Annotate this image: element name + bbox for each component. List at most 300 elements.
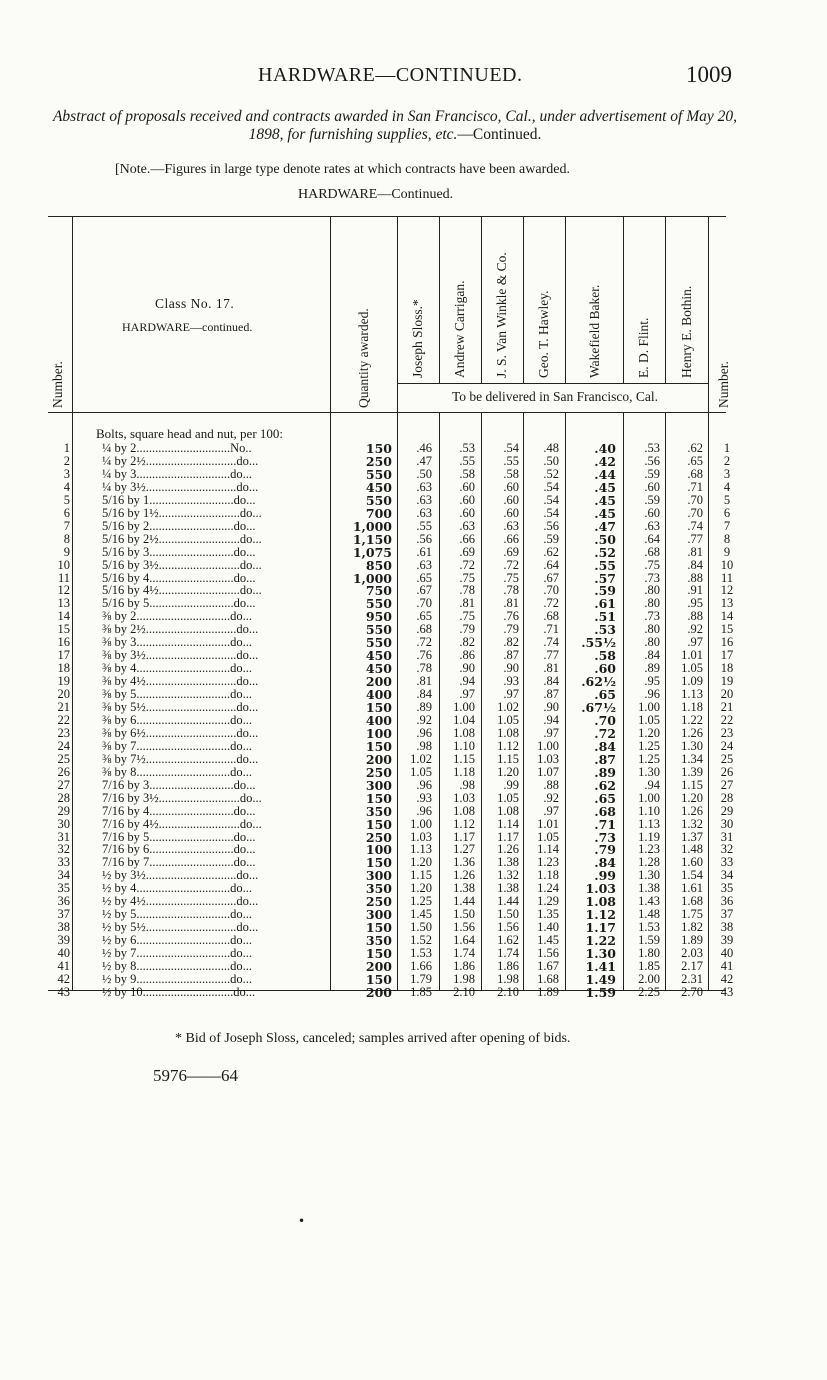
delivery-rule [398, 383, 708, 384]
row-number: 23 [57, 725, 70, 740]
row-price: 1.32 [681, 816, 703, 831]
row-description: ½ by 10.............................do... [102, 985, 256, 999]
row-price: .92 [543, 790, 559, 805]
row-price: 1.28 [638, 855, 660, 870]
row-number-right: 6 [723, 505, 731, 520]
row-price: .69 [503, 544, 519, 559]
row-price: 1.50 [497, 907, 519, 922]
row-number: 18 [57, 661, 70, 676]
row-price: .54 [543, 479, 559, 494]
row-price: .75 [459, 570, 475, 585]
row-price: .80 [644, 622, 660, 637]
row-number-right: 40 [720, 946, 734, 961]
row-price: .63 [644, 518, 660, 533]
row-price: .55 [459, 453, 475, 468]
row-price: 1.74 [497, 946, 519, 961]
row-price: 1.89 [537, 984, 559, 999]
row-price: 1.89 [681, 933, 703, 948]
row-price: 1.32 [497, 868, 519, 883]
row-price: 1.15 [681, 777, 703, 792]
row-number-right: 38 [720, 920, 734, 935]
abstract-heading [45, 108, 745, 144]
row-price: 1.12 [453, 816, 475, 831]
row-price: 1.00 [638, 700, 660, 714]
row-price: 1.13 [681, 687, 703, 702]
row-price: .56 [416, 531, 432, 546]
print-mark: 5976——64 [153, 1066, 238, 1085]
row-price: 1.80 [638, 946, 660, 961]
row-price: 1.34 [681, 751, 703, 766]
row-price: 1.38 [497, 881, 519, 896]
row-price: .71 [594, 816, 616, 832]
row-price: .84 [543, 674, 559, 689]
row-price: .70 [416, 596, 432, 611]
row-price: 1.45 [537, 933, 559, 948]
row-price: .95 [644, 674, 660, 689]
row-price: 1.20 [497, 764, 519, 779]
row-number: 41 [57, 959, 70, 973]
row-price: .84 [644, 648, 660, 663]
row-price: 1.59 [585, 984, 616, 1000]
bidder-header: Wakefield Baker. [587, 284, 602, 378]
row-price: .73 [644, 609, 660, 624]
row-price: .89 [416, 700, 432, 714]
row-price: 1.07 [537, 764, 559, 779]
row-price: 1.17 [453, 829, 475, 844]
row-number: 9 [63, 544, 70, 559]
row-quantity: 450 [365, 479, 392, 495]
row-price: .68 [416, 622, 432, 637]
row-price: .75 [644, 557, 660, 572]
row-quantity: 150 [365, 738, 392, 754]
row-price: .52 [543, 466, 559, 481]
header-bottom-rule [48, 412, 726, 413]
row-price: 1.05 [537, 829, 559, 844]
row-price: 1.05 [410, 764, 432, 779]
row-price: .94 [543, 712, 559, 727]
row-quantity: 400 [365, 712, 392, 728]
row-price: .72 [503, 557, 519, 572]
row-price: 1.10 [638, 803, 660, 818]
row-price: 1.00 [537, 738, 559, 753]
row-price: .47 [416, 453, 432, 468]
row-number: 19 [57, 674, 70, 689]
row-price: .60 [503, 505, 519, 520]
row-price: 1.14 [537, 842, 559, 857]
row-price: .82 [459, 635, 475, 650]
row-price: 1.18 [453, 764, 475, 779]
row-description: ½ by 9..............................do... [102, 972, 252, 986]
row-number: 12 [57, 583, 70, 598]
row-price: 1.48 [638, 907, 660, 922]
table-row [0, 507, 827, 520]
row-description: ⅜ by 2½.............................do... [102, 623, 259, 637]
row-price: .65 [416, 570, 432, 585]
row-description: 7/16 by 3½..........................do... [102, 791, 262, 805]
row-price: .55½ [581, 635, 616, 651]
row-price: .76 [416, 648, 432, 663]
row-number: 31 [57, 829, 70, 844]
row-number: 6 [63, 505, 70, 520]
row-price: .78 [416, 661, 432, 676]
row-quantity: 150 [365, 816, 392, 832]
row-price: 1.27 [453, 842, 475, 857]
row-quantity: 350 [365, 881, 392, 897]
row-price: 1.00 [638, 790, 660, 805]
row-price: .65 [416, 609, 432, 624]
row-number: 1 [63, 441, 70, 455]
row-price: 1.25 [638, 738, 660, 753]
row-description: 7/16 by 7...........................do... [102, 856, 256, 870]
row-price: .65 [594, 687, 616, 703]
row-price: .42 [594, 453, 616, 469]
row-quantity: 850 [365, 557, 392, 573]
row-price: .95 [687, 596, 703, 611]
row-price: 1.23 [638, 842, 660, 857]
row-number-right: 14 [720, 609, 734, 624]
row-number-right: 13 [720, 596, 734, 611]
bidder-header: E. D. Flint. [636, 317, 651, 378]
row-description: ¼ by 2..............................No.. [102, 442, 252, 455]
row-price: 1.74 [453, 946, 475, 961]
abstract-suffix: —Continued. [457, 126, 542, 143]
row-number: 38 [57, 920, 70, 935]
row-description: ⅜ by 2..............................do... [102, 610, 252, 624]
row-price: 1.23 [537, 855, 559, 870]
row-number-right: 19 [720, 674, 734, 689]
row-price: 2.00 [638, 971, 660, 986]
row-number: 42 [57, 971, 70, 986]
row-price: .98 [459, 777, 475, 792]
row-price: .53 [594, 622, 616, 638]
row-description: ½ by 6..............................do... [102, 934, 252, 948]
row-number: 28 [57, 790, 70, 805]
row-price: .44 [594, 466, 616, 482]
row-price: 1.20 [638, 725, 660, 740]
row-quantity: 200 [365, 959, 392, 974]
row-number-right: 1 [723, 441, 731, 455]
row-number: 29 [57, 803, 70, 818]
row-price: 1.05 [681, 661, 703, 676]
row-number: 39 [57, 933, 70, 948]
row-price: .94 [644, 777, 660, 792]
row-quantity: 300 [365, 907, 392, 923]
row-quantity: 200 [365, 751, 392, 767]
row-price: 1.56 [497, 920, 519, 935]
row-price: 1.64 [453, 933, 475, 948]
col-rule [565, 216, 566, 383]
row-number: 33 [57, 855, 70, 870]
row-price: .47 [594, 518, 616, 534]
row-quantity: 550 [365, 492, 392, 508]
row-price: 1.01 [681, 648, 703, 663]
row-quantity: 450 [365, 648, 392, 664]
row-price: .63 [459, 518, 475, 533]
row-price: 1.45 [410, 907, 432, 922]
table-row [0, 520, 827, 533]
row-number-right: 8 [723, 531, 731, 546]
row-price: .74 [543, 635, 559, 650]
row-description: ¼ by 2½.............................do... [102, 454, 259, 468]
stray-mark: • [298, 1214, 306, 1228]
row-price: .60 [644, 479, 660, 494]
row-price: .96 [416, 725, 432, 740]
row-price: 1.04 [453, 712, 475, 727]
row-price: .62½ [581, 674, 616, 690]
note: [Note.—Figures in large type denote rates at which contracts have been awarded. [115, 162, 570, 177]
row-description: ⅜ by 4..............................do... [102, 662, 252, 676]
row-price: .84 [687, 557, 703, 572]
row-price: .70 [687, 492, 703, 507]
row-price: .54 [503, 441, 519, 455]
row-price: 2.10 [497, 984, 519, 999]
row-price: 1.18 [537, 868, 559, 883]
row-price: 1.38 [638, 881, 660, 896]
row-price: .59 [543, 531, 559, 546]
table-row [0, 481, 827, 494]
row-price: 1.67 [537, 959, 559, 973]
row-number: 40 [57, 946, 70, 961]
row-price: .53 [644, 441, 660, 455]
row-number-right: 21 [720, 700, 734, 714]
row-price: .45 [594, 492, 616, 508]
row-description: ½ by 5½.............................do... [102, 921, 259, 935]
row-price: .88 [687, 609, 703, 624]
row-description: ⅜ by 7½.............................do... [102, 752, 259, 766]
row-price: .75 [459, 609, 475, 624]
row-number: 4 [63, 479, 70, 494]
row-quantity: 150 [365, 700, 392, 715]
row-price: 1.20 [681, 790, 703, 805]
row-price: .68 [594, 803, 616, 819]
row-price: .81 [687, 544, 703, 559]
row-price: .84 [594, 738, 616, 754]
row-price: 1.82 [681, 920, 703, 935]
row-price: 1.86 [453, 959, 475, 973]
row-quantity: 300 [365, 868, 392, 884]
row-price: .48 [543, 441, 559, 455]
row-price: 1.03 [537, 751, 559, 766]
row-price: 1.43 [638, 894, 660, 909]
row-description: ¼ by 3..............................do... [102, 467, 252, 481]
row-number: 26 [57, 764, 70, 779]
row-price: .58 [594, 648, 616, 664]
table-row [0, 714, 827, 727]
class-subtitle: HARDWARE—continued. [122, 320, 253, 334]
row-price: .97 [459, 687, 475, 702]
row-price: .69 [459, 544, 475, 559]
row-quantity: 150 [365, 441, 392, 456]
row-price: .72 [594, 725, 616, 741]
row-price: .65 [594, 790, 616, 806]
row-number-right: 7 [723, 518, 731, 533]
row-price: 1.00 [453, 700, 475, 714]
row-price: 1.68 [681, 894, 703, 909]
row-price: .92 [687, 622, 703, 637]
row-number: 5 [63, 492, 70, 507]
row-price: 1.53 [410, 946, 432, 961]
item-heading: Bolts, square head and nut, per 100: [96, 426, 284, 441]
row-price: 1.08 [585, 894, 616, 910]
row-price: .80 [644, 596, 660, 611]
row-price: .61 [416, 544, 432, 559]
row-price: .81 [416, 674, 432, 689]
row-description: ½ by 8..............................do... [102, 960, 252, 973]
row-price: .81 [543, 661, 559, 676]
row-price: .97 [543, 803, 559, 818]
row-price: .60 [503, 492, 519, 507]
section-heading: HARDWARE—Continued. [298, 187, 454, 202]
row-quantity: 950 [365, 609, 392, 625]
row-description: ⅜ by 7..............................do... [102, 739, 252, 753]
row-price: 1.02 [410, 751, 432, 766]
row-number: 17 [57, 648, 70, 663]
delivery-note: To be delivered in San Francisco, Cal. [451, 389, 658, 404]
row-number-right: 39 [720, 933, 734, 948]
row-price: 1.03 [453, 790, 475, 805]
row-price: .96 [416, 777, 432, 792]
number-col-header-left: Number. [50, 361, 65, 408]
row-quantity: 200 [365, 674, 392, 690]
row-number: 3 [63, 466, 70, 481]
row-number: 14 [57, 609, 70, 624]
row-quantity: 100 [365, 725, 392, 741]
row-price: .89 [594, 764, 616, 780]
row-price: 1.26 [681, 725, 703, 740]
table-row [0, 727, 827, 740]
row-price: .79 [503, 622, 519, 637]
row-price: 1.12 [585, 907, 616, 923]
page-number: 1009 [686, 62, 732, 87]
row-number-right: 41 [720, 959, 734, 973]
row-price: .76 [503, 609, 519, 624]
row-price: .78 [459, 583, 475, 598]
row-price: .99 [503, 777, 519, 792]
row-quantity: 250 [365, 764, 392, 780]
row-price: .56 [543, 518, 559, 533]
row-price: 1.48 [681, 842, 703, 857]
row-quantity: 1,075 [352, 544, 392, 560]
row-price: .56 [644, 453, 660, 468]
row-price: .90 [459, 661, 475, 676]
row-description: 5/16 by 5...........................do... [102, 597, 256, 611]
row-number-right: 17 [720, 648, 734, 663]
row-price: .67 [543, 570, 559, 585]
row-price: 1.37 [681, 829, 703, 844]
row-price: .70 [594, 712, 616, 728]
row-number: 36 [57, 894, 70, 909]
row-quantity: 550 [365, 596, 392, 612]
row-number: 8 [63, 531, 70, 546]
row-quantity: 150 [365, 920, 392, 936]
row-price: .62 [594, 777, 616, 793]
row-description: ½ by 4..............................do... [102, 882, 252, 896]
row-number-right: 15 [720, 622, 734, 637]
row-price: .73 [644, 570, 660, 585]
row-price: .72 [543, 596, 559, 611]
row-quantity: 550 [365, 622, 392, 638]
bidder-header: Geo. T. Hawley. [536, 290, 551, 378]
row-price: .59 [644, 492, 660, 507]
row-number: 43 [57, 984, 70, 999]
row-number-right: 18 [720, 661, 734, 676]
row-description: 7/16 by 4...........................do... [102, 804, 256, 818]
row-price: 2.17 [681, 959, 703, 973]
row-price: .45 [594, 505, 616, 521]
table-row [0, 546, 827, 559]
row-description: 5/16 by 3...........................do... [102, 545, 256, 559]
table-row [0, 559, 827, 572]
row-price: .93 [416, 790, 432, 805]
row-price: .88 [543, 777, 559, 792]
row-price: 1.17 [585, 920, 616, 936]
col-rule [481, 216, 482, 383]
row-description: ⅜ by 6½.............................do... [102, 726, 259, 740]
row-price: .54 [543, 492, 559, 507]
col-rule [623, 216, 624, 383]
row-price: .71 [543, 622, 559, 637]
page-title: HARDWARE—CONTINUED. [258, 64, 523, 86]
row-price: .84 [416, 687, 432, 702]
row-description: ⅜ by 3½.............................do... [102, 649, 259, 663]
row-price: 1.05 [497, 712, 519, 727]
row-price: 1.20 [410, 881, 432, 896]
row-price: .62 [543, 544, 559, 559]
row-price: 1.50 [453, 907, 475, 922]
row-description: 5/16 by 2½..........................do... [102, 532, 262, 546]
row-number-right: 4 [723, 479, 731, 494]
row-number: 27 [57, 777, 70, 792]
row-price: .99 [594, 868, 616, 884]
row-price: 1.08 [497, 725, 519, 740]
row-price: 1.26 [497, 842, 519, 857]
row-number-right: 29 [720, 803, 734, 818]
row-description: 5/16 by 1...........................do... [102, 493, 256, 507]
row-price: 1.10 [453, 738, 475, 753]
row-number: 10 [57, 557, 70, 572]
row-quantity: 1,000 [352, 518, 392, 534]
row-quantity: 150 [365, 855, 392, 871]
row-description: ⅜ by 5..............................do... [102, 688, 252, 702]
table-row [0, 533, 827, 546]
row-quantity: 350 [365, 803, 392, 819]
row-price: .79 [459, 622, 475, 637]
row-price: 1.52 [410, 933, 432, 948]
row-price: 1.24 [537, 881, 559, 896]
row-quantity: 350 [365, 933, 392, 949]
row-quantity: 250 [365, 829, 392, 845]
row-price: .93 [503, 674, 519, 689]
row-number-right: 23 [720, 725, 734, 740]
row-quantity: 1,150 [352, 531, 392, 547]
row-price: .50 [416, 466, 432, 481]
row-number: 20 [57, 687, 70, 702]
row-price: .91 [687, 583, 703, 598]
row-quantity: 550 [365, 635, 392, 651]
row-number-right: 32 [720, 842, 734, 857]
table-row [0, 986, 827, 999]
row-number-right: 27 [720, 777, 734, 792]
row-price: .79 [594, 842, 616, 858]
row-price: .60 [594, 661, 616, 677]
row-price: .60 [459, 479, 475, 494]
table-row [0, 740, 827, 753]
row-price: 1.30 [638, 868, 660, 883]
row-price: 1.66 [410, 959, 432, 973]
row-price: .72 [416, 635, 432, 650]
row-price: .62 [687, 441, 703, 455]
row-price: 1.59 [638, 933, 660, 948]
